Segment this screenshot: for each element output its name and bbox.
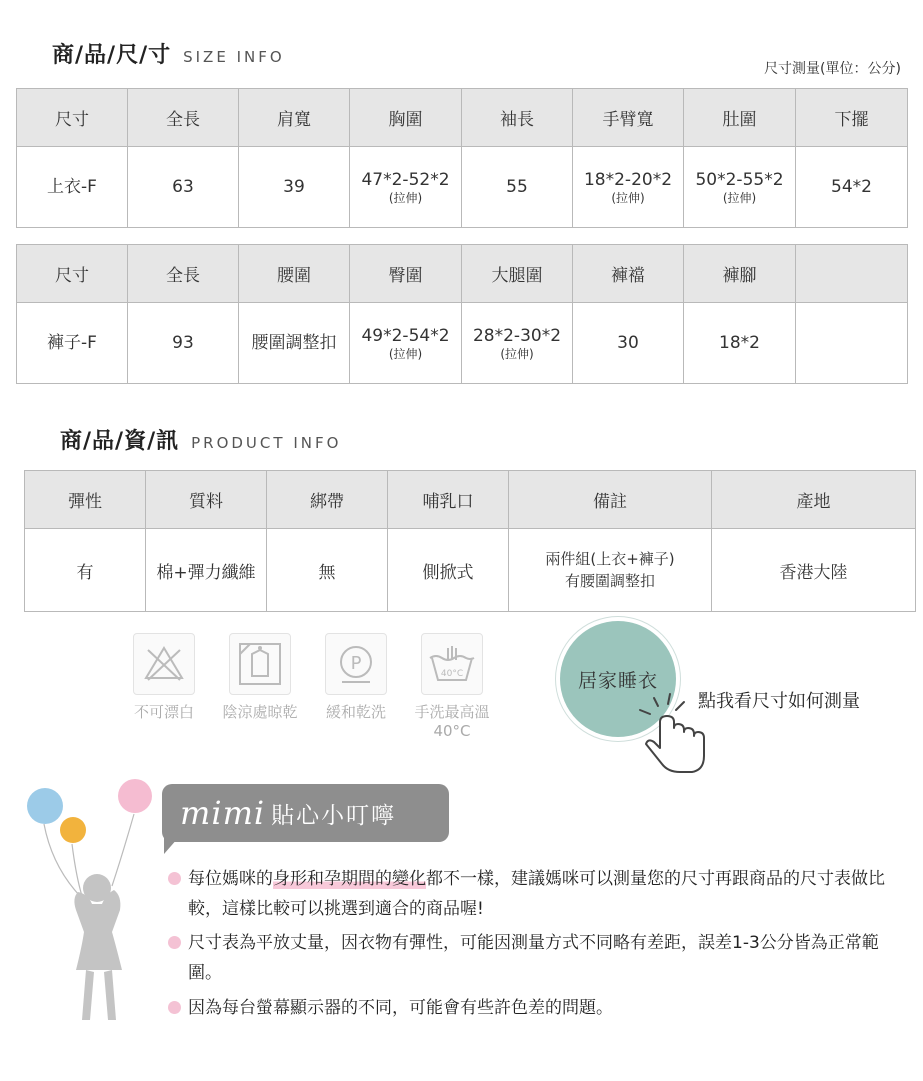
cell-value: 腰圍調整扣	[251, 333, 337, 353]
cell-note: (拉伸)	[388, 347, 423, 361]
table-cell	[573, 147, 684, 228]
note-line: 有腰圍調整扣	[564, 572, 655, 590]
tip-item-2	[188, 928, 900, 988]
table-cell: 側掀式	[388, 529, 509, 612]
blue-balloon	[27, 788, 63, 824]
product-info-table	[24, 470, 916, 612]
header-cell	[796, 245, 908, 303]
table-cell: 香港大陸	[712, 529, 916, 612]
bottom-size-table	[16, 244, 908, 384]
header-cell: 全長	[128, 89, 239, 147]
girl-silhouette	[74, 874, 122, 1020]
tip-text: 每位媽咪的	[188, 869, 273, 889]
table-cell	[462, 147, 573, 228]
hand-wash-40-icon	[421, 633, 483, 695]
tip-text: 尺寸表為平放丈量，因衣物有彈性，可能因測量方式不同略有差距，誤差1-3公分皆為正常範圍。	[188, 933, 879, 983]
table-header-row	[17, 245, 908, 303]
table-cell	[239, 147, 350, 228]
header-cell: 質料	[146, 471, 267, 529]
care-label-line: 手洗最高溫	[414, 703, 490, 721]
cell-value: 55	[506, 177, 528, 197]
header-cell: 腰圍	[239, 245, 350, 303]
cell-note: (拉伸)	[611, 191, 645, 205]
tip-item-3	[188, 993, 900, 1023]
shade-dry-icon	[229, 633, 291, 695]
header-cell: 哺乳口	[388, 471, 509, 529]
tip-highlight: 身形和孕期間的變化	[273, 869, 426, 889]
measure-guide-circle[interactable]: 居家睡衣	[560, 621, 676, 737]
cell-value: 54*2	[831, 177, 872, 197]
table-row	[25, 529, 916, 612]
header-cell: 褲襠	[573, 245, 684, 303]
table-cell	[684, 303, 796, 384]
header-cell: 產地	[712, 471, 916, 529]
gentle-dryclean-icon	[325, 633, 387, 695]
header-cell: 手臂寬	[573, 89, 684, 147]
top-size-table	[16, 88, 908, 228]
header-cell: 備註	[509, 471, 712, 529]
care-label: 陰涼處晾乾	[222, 703, 298, 721]
care-label-line: 40°C	[433, 722, 471, 740]
size-title-en: SIZE INFO	[183, 48, 285, 66]
header-cell: 胸圍	[350, 89, 462, 147]
table-row	[17, 147, 908, 228]
care-label: 緩和乾洗	[325, 703, 386, 721]
cell-value: 18*2	[719, 333, 760, 353]
cell-value: 上衣-F	[47, 177, 97, 197]
table-row	[17, 303, 908, 384]
care-item-gentle-dryclean	[314, 633, 398, 722]
product-title-zh: 商/品/資/訊	[60, 429, 180, 454]
table-header-row	[17, 89, 908, 147]
product-title-en: PRODUCT INFO	[191, 434, 342, 452]
cell-value: 39	[283, 177, 305, 197]
size-info-title	[52, 38, 285, 69]
measure-guide-link[interactable]: 點我看尺寸如何測量	[698, 691, 860, 712]
cell-note: (拉伸)	[500, 347, 534, 361]
size-title-zh: 商/品/尺/寸	[52, 43, 172, 68]
unit-note: 尺寸測量(單位：公分)	[764, 61, 901, 77]
header-cell: 肩寬	[239, 89, 350, 147]
tub-temp-text: 40°C	[440, 669, 464, 679]
cell-value: 褲子-F	[47, 333, 97, 353]
header-cell: 彈性	[25, 471, 146, 529]
girl-balloons-illustration	[22, 776, 162, 1046]
tip-text: 都不一樣，建議媽咪可以測量您的尺寸再跟商品的尺寸表做比較，這樣比較可以挑選到適合的商品喔!	[188, 869, 885, 919]
table-cell: 棉+彈力纖維	[146, 529, 267, 612]
header-cell: 尺寸	[17, 89, 128, 147]
table-cell	[128, 303, 239, 384]
table-cell	[684, 147, 796, 228]
care-item-no-bleach	[122, 633, 206, 722]
table-cell	[462, 303, 573, 384]
table-cell	[796, 147, 908, 228]
header-cell: 褲腳	[684, 245, 796, 303]
header-cell: 臀圍	[350, 245, 462, 303]
header-cell: 袖長	[462, 89, 573, 147]
tips-title: 貼心小叮嚀	[271, 802, 397, 829]
cell-value: 49*2-54*2	[361, 326, 450, 346]
cell-value: 63	[172, 177, 194, 197]
pink-bullet-icon	[168, 872, 181, 885]
product-info-title	[60, 424, 341, 455]
cell-value: 50*2-55*2	[695, 170, 784, 190]
cell-note: (拉伸)	[722, 191, 757, 205]
table-cell	[17, 303, 128, 384]
note-line: 兩件組(上衣+褲子)	[545, 550, 675, 568]
cell-note: (拉伸)	[388, 191, 423, 205]
table-cell	[350, 147, 462, 228]
cell-value: 93	[172, 333, 194, 353]
table-cell: 無	[267, 529, 388, 612]
orange-balloon	[60, 817, 86, 843]
table-cell	[239, 303, 350, 384]
cell-value: 30	[617, 333, 639, 353]
brand-name: mimi	[180, 794, 266, 832]
tip-item-1	[188, 864, 900, 924]
care-label: 不可漂白	[133, 703, 194, 721]
header-cell: 尺寸	[17, 245, 128, 303]
header-cell: 全長	[128, 245, 239, 303]
pink-bullet-icon	[168, 1001, 181, 1014]
table-cell: 有	[25, 529, 146, 612]
table-cell	[796, 303, 908, 384]
tip-text: 因為每台螢幕顯示器的不同，可能會有些許色差的問題。	[188, 998, 613, 1018]
pink-bullet-icon	[168, 936, 181, 949]
tips-badge	[162, 784, 449, 842]
header-cell: 綁帶	[267, 471, 388, 529]
table-cell	[17, 147, 128, 228]
header-cell: 大腿圍	[462, 245, 573, 303]
tips-badge-tail	[164, 838, 178, 854]
header-cell: 下擺	[796, 89, 908, 147]
cell-value: 18*2-20*2	[583, 170, 673, 190]
table-cell	[350, 303, 462, 384]
table-cell	[573, 303, 684, 384]
care-label	[410, 703, 494, 741]
notes-cell	[509, 529, 712, 612]
cell-value: 28*2-30*2	[472, 326, 562, 346]
no-bleach-icon	[133, 633, 195, 695]
care-item-hand-wash	[410, 633, 494, 741]
svg-text:P: P	[350, 653, 362, 674]
care-item-shade-dry	[218, 633, 302, 722]
table-cell	[128, 147, 239, 228]
cell-value: 47*2-52*2	[361, 170, 450, 190]
table-header-row	[25, 471, 916, 529]
pink-balloon	[118, 779, 152, 813]
header-cell: 肚圍	[684, 89, 796, 147]
